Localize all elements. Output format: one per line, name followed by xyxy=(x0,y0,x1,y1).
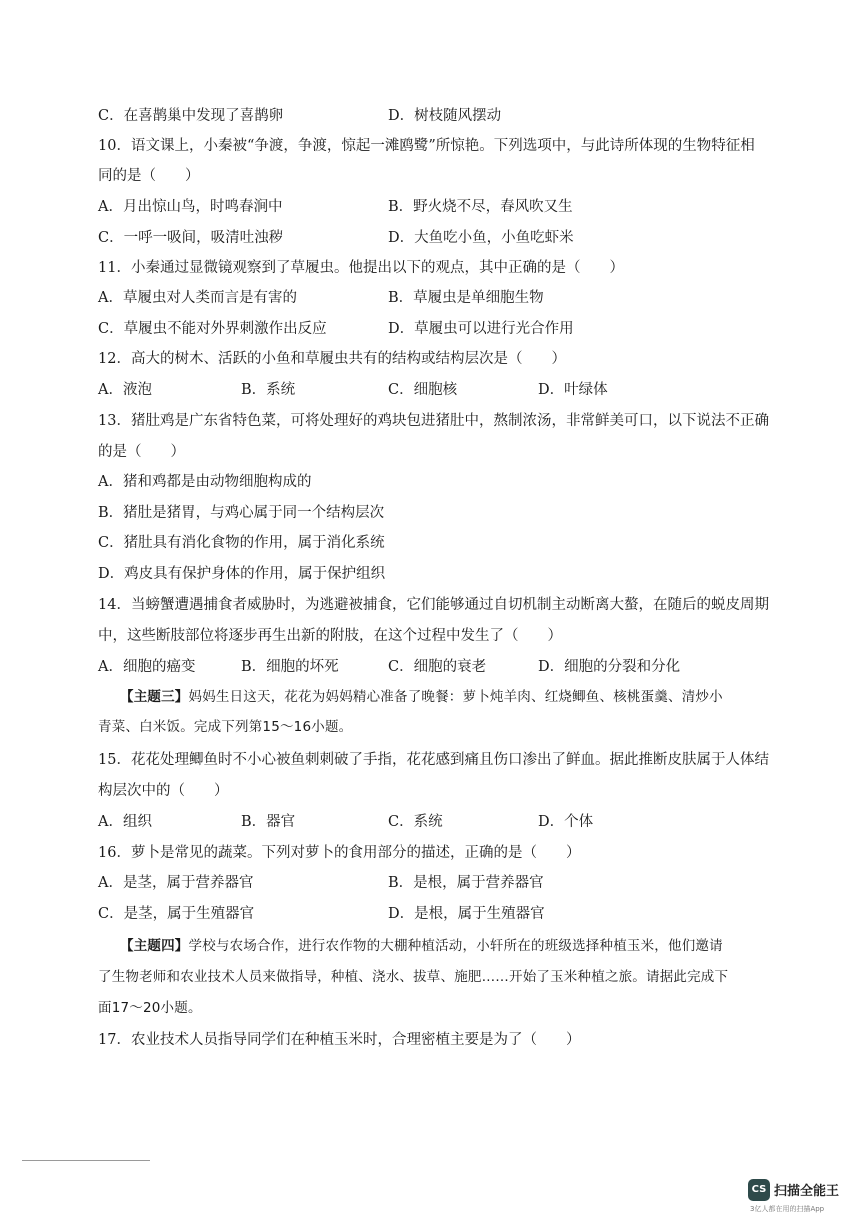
theme4-label: 【主题四】 xyxy=(120,938,189,954)
q14-option-c: C．细胞的衰老 xyxy=(388,659,487,675)
q11-option-a: A．草履虫对人类而言是有害的 xyxy=(98,290,297,306)
q10-option-d: D．大鱼吃小鱼，小鱼吃虾米 xyxy=(388,230,574,246)
q11-stem: 11．小秦通过显微镜观察到了草履虫。他提出以下的观点，其中正确的是（ ） xyxy=(98,260,624,276)
q13-stem-line2: 的是（ ） xyxy=(98,444,185,460)
q10-option-a: A．月出惊山鸟，时鸣春涧中 xyxy=(98,199,283,215)
q10-option-b: B．野火烧不尽，春风吹又生 xyxy=(388,199,573,215)
theme3-line1 xyxy=(120,687,723,707)
q10-stem-line2: 同的是（ ） xyxy=(98,168,200,184)
q13-option-a: A．猪和鸡都是由动物细胞构成的 xyxy=(98,474,312,490)
q14-stem-line1: 14．当螃蟹遭遇捕食者威胁时，为逃避被捕食，它们能够通过自切机制主动断离大螯，在随后的蜕皮周期 xyxy=(98,597,769,613)
q13-option-c: C．猪肚具有消化食物的作用，属于消化系统 xyxy=(98,535,385,551)
q11-option-d: D．草履虫可以进行光合作用 xyxy=(388,321,574,337)
q11-option-b: B．草履虫是单细胞生物 xyxy=(388,290,544,306)
q13-stem-line1: 13．猪肚鸡是广东省特色菜，可将处理好的鸡块包进猪肚中，熬制浓汤，非常鲜美可口，以下说法不正确 xyxy=(98,413,769,429)
q15-stem-line1: 15．花花处理鲫鱼时不小心被鱼刺刺破了手指，花花感到痛且伤口渗出了鲜血。据此推断皮肤属于人体结 xyxy=(98,752,769,768)
footer-divider xyxy=(22,1160,150,1161)
theme3-text-line2: 青菜、白米饭。完成下列第15～16小题。 xyxy=(98,719,353,735)
watermark-tagline: 3亿人都在用的扫描App xyxy=(750,1205,825,1213)
q12-option-c: C．细胞核 xyxy=(388,382,458,398)
q15-option-a: A．组织 xyxy=(98,814,152,830)
q11-option-c: C．草履虫不能对外界刺激作出反应 xyxy=(98,321,327,337)
theme4-line1 xyxy=(120,936,723,956)
theme4-text-line2: 了生物老师和农业技术人员来做指导，种植、浇水、拔草、施肥……开始了玉米种植之旅。请据此完成下 xyxy=(98,969,729,985)
q16-option-b: B．是根，属于营养器官 xyxy=(388,875,544,891)
scanner-watermark xyxy=(748,1177,858,1217)
q9-option-d: D．树枝随风摆动 xyxy=(388,108,502,124)
q15-stem-line2: 构层次中的（ ） xyxy=(98,783,229,799)
theme4-text-line3: 面17～20小题。 xyxy=(98,1000,202,1016)
q12-option-d: D．叶绿体 xyxy=(538,382,608,398)
q10-option-c: C．一呼一吸间，吸清吐浊秽 xyxy=(98,230,284,246)
theme4-text-line1: 学校与农场合作，进行农作物的大棚种植活动，小轩所在的班级选择种植玉米，他们邀请 xyxy=(188,938,723,954)
q16-option-d: D．是根，属于生殖器官 xyxy=(388,906,545,922)
q13-option-b: B．猪肚是猪胃，与鸡心属于同一个结构层次 xyxy=(98,505,385,521)
q15-option-c: C．系统 xyxy=(388,814,443,830)
q15-option-d: D．个体 xyxy=(538,814,594,830)
q13-option-d: D．鸡皮具有保护身体的作用，属于保护组织 xyxy=(98,566,386,582)
q12-option-b: B．系统 xyxy=(241,382,296,398)
theme3-text-line1: 妈妈生日这天，花花为妈妈精心准备了晚餐：萝卜炖羊肉、红烧鲫鱼、核桃蛋羹、清炒小 xyxy=(188,689,723,705)
q15-option-b: B．器官 xyxy=(241,814,296,830)
watermark-brand-name: 扫描全能王 xyxy=(774,1184,840,1199)
q14-stem-line2: 中，这些断肢部位将逐步再生出新的附肢，在这个过程中发生了（ ） xyxy=(98,628,562,644)
q10-stem-line1: 10．语文课上，小秦被“争渡，争渡，惊起一滩鸥鹭”所惊艳。下列选项中，与此诗所体现的生物特征相 xyxy=(98,138,755,154)
q12-option-a: A．液泡 xyxy=(98,382,152,398)
camscanner-logo-icon: CS xyxy=(748,1179,770,1201)
q16-stem: 16．萝卜是常见的蔬菜。下列对萝卜的食用部分的描述，正确的是（ ） xyxy=(98,845,581,861)
theme3-label: 【主题三】 xyxy=(120,689,189,705)
q9-option-c: C．在喜鹊巢中发现了喜鹊卵 xyxy=(98,108,284,124)
q12-stem: 12．高大的树木、活跃的小鱼和草履虫共有的结构或结构层次是（ ） xyxy=(98,351,566,367)
q14-option-d: D．细胞的分裂和分化 xyxy=(538,659,681,675)
q16-option-c: C．是茎，属于生殖器官 xyxy=(98,906,255,922)
q16-option-a: A．是茎，属于营养器官 xyxy=(98,875,254,891)
q14-option-a: A．细胞的癌变 xyxy=(98,659,196,675)
q17-stem: 17．农业技术人员指导同学们在种植玉米时，合理密植主要是为了（ ） xyxy=(98,1032,581,1048)
q14-option-b: B．细胞的坏死 xyxy=(241,659,339,675)
